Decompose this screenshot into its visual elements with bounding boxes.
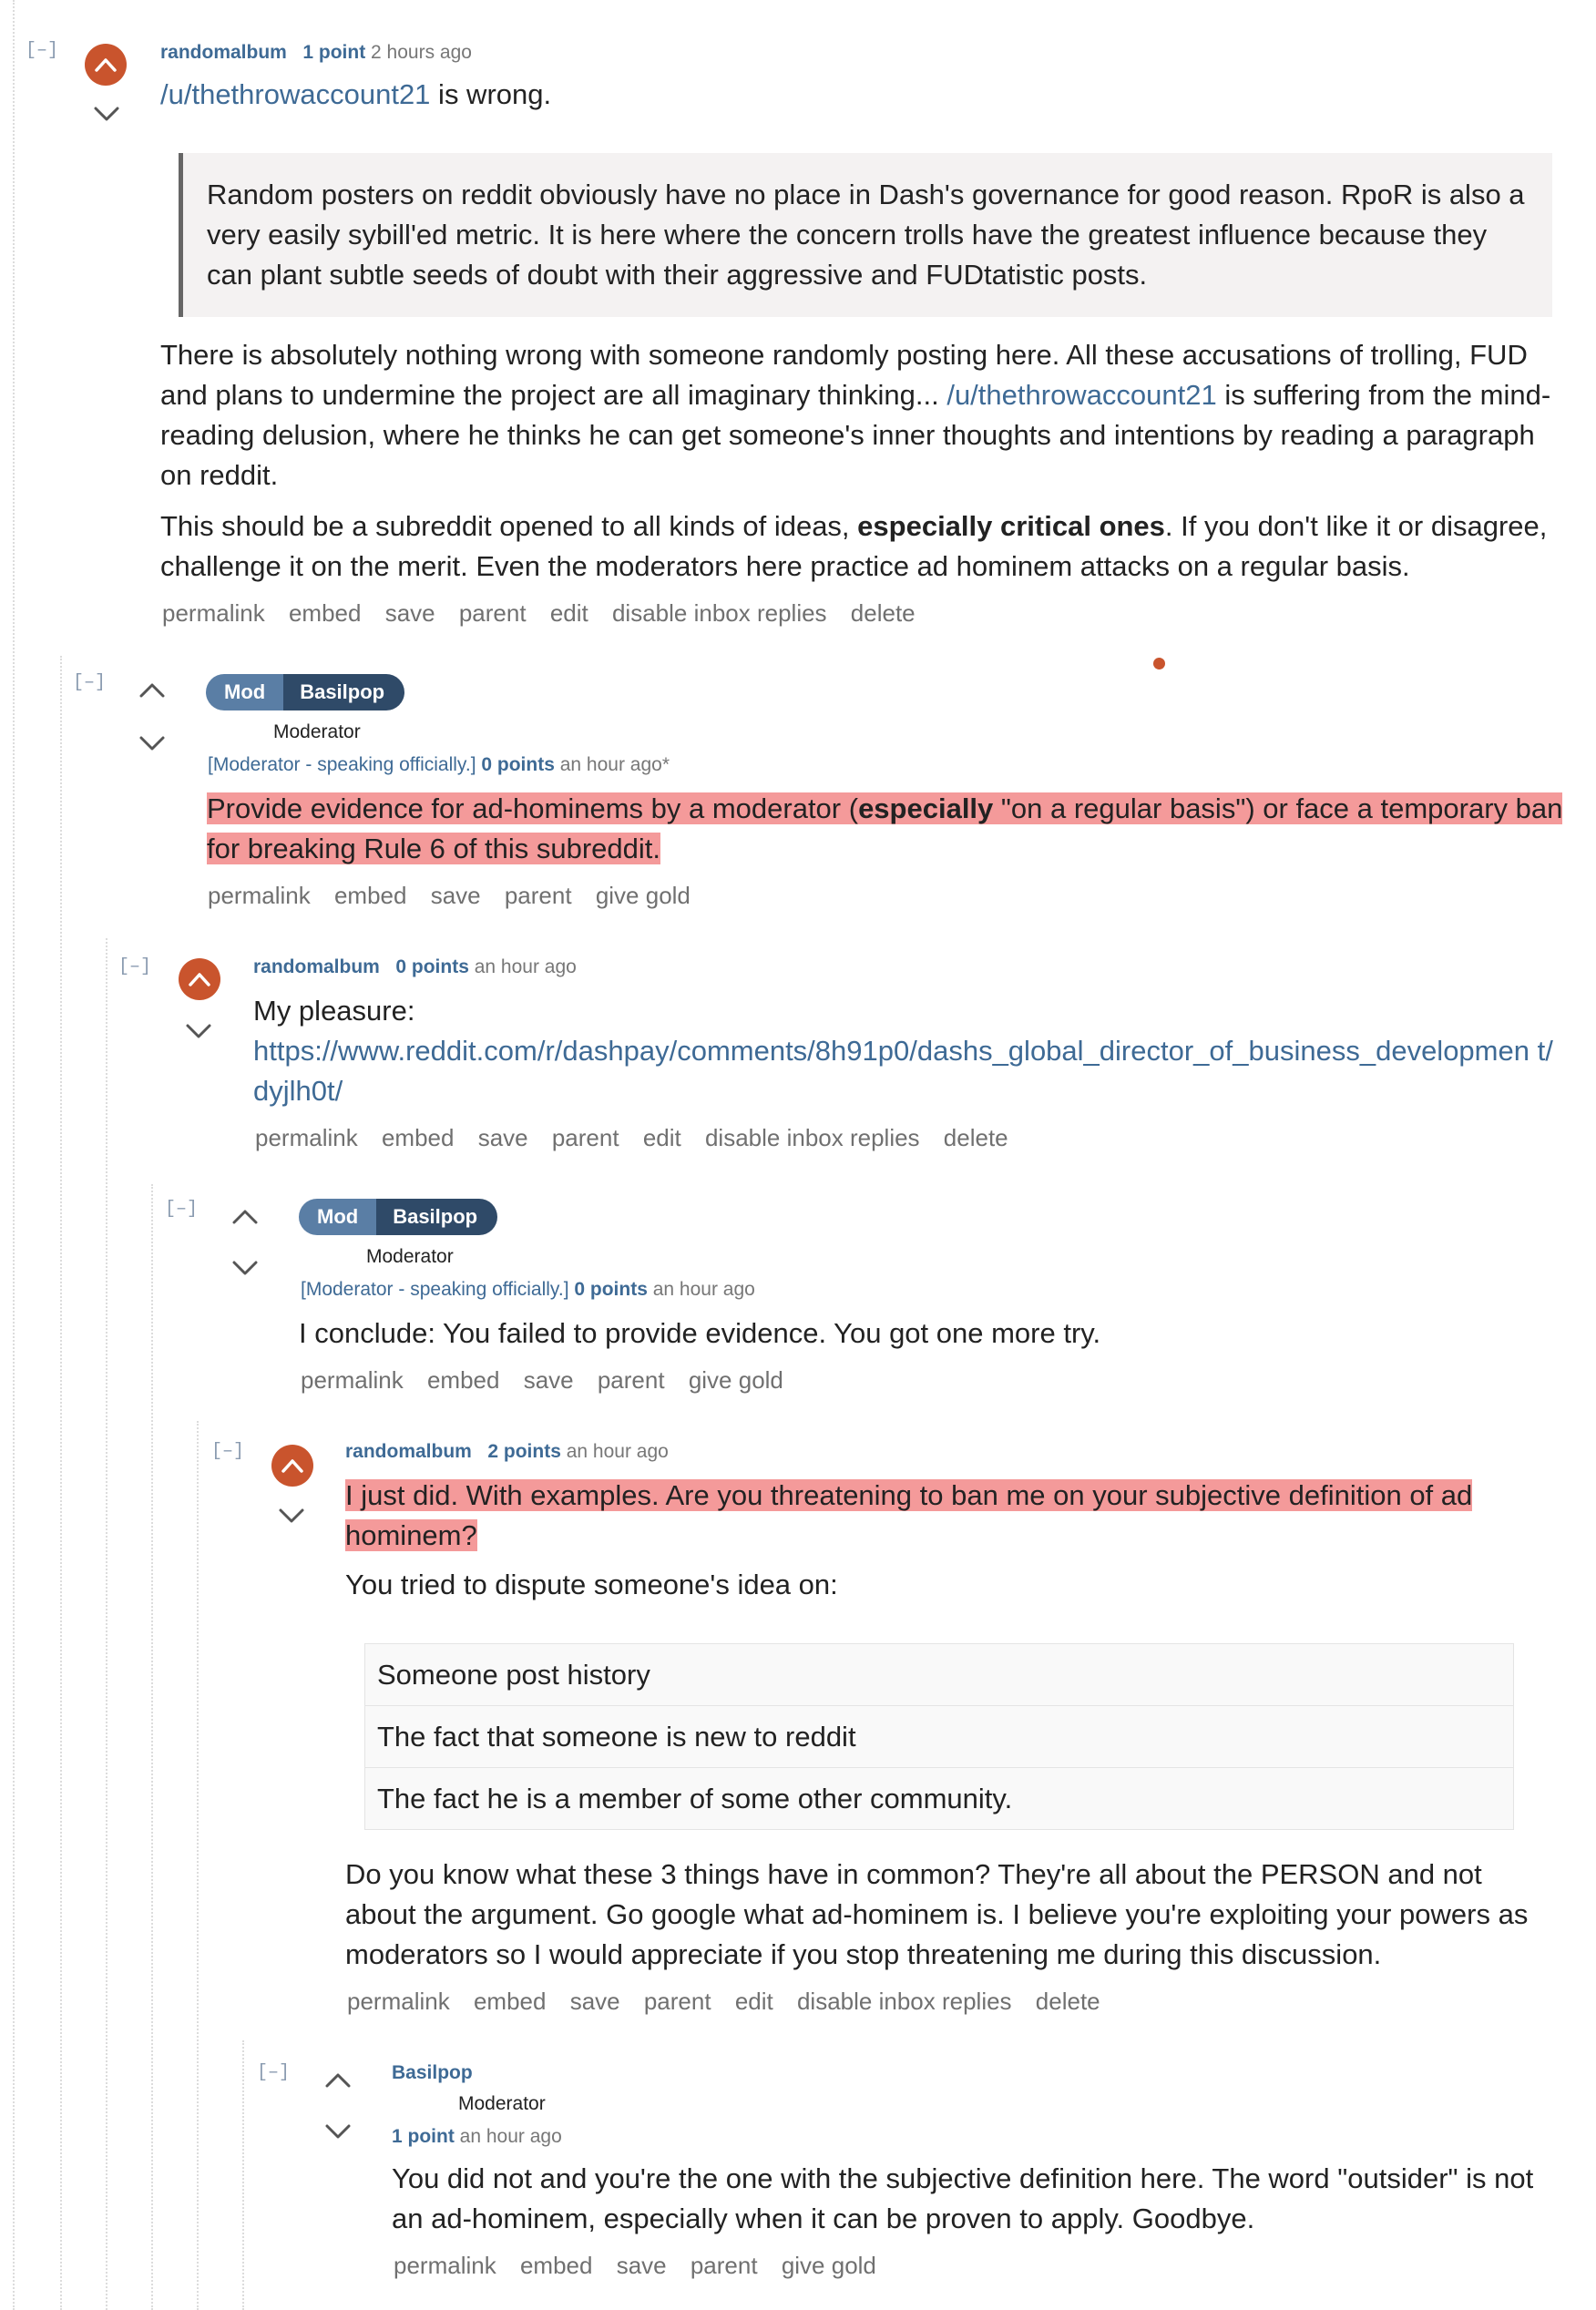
comment-body: This should be a subreddit opened to all kinds of ideas, especially critical ones. If you don't like it or disagree, challenge it on the merit. Even the moderators here practice ad hominem attacks on a regular basis. — [160, 510, 1548, 582]
collapse-toggle[interactable]: [–] — [257, 2062, 291, 2083]
comment-tagline — [208, 754, 670, 776]
list-item: The fact he is a member of some other community. — [365, 1768, 1513, 1829]
user-flair: Moderator — [366, 1246, 454, 1267]
thread-guide — [197, 1421, 199, 2310]
blockquote: Random posters on reddit obviously have no place in Dash's governance for good reason. RpoR is also a very easily sybill'ed metric. It is here where the concern trolls have the greatest influence because they can plant subtle seeds of doubt with their aggressive and FUDtatistic posts. — [179, 153, 1552, 317]
save-link[interactable]: save — [523, 1366, 574, 1394]
user-flair: Moderator — [273, 721, 361, 742]
downvote-arrow-icon[interactable] — [185, 1022, 212, 1040]
comment-time[interactable]: an hour ago — [652, 1279, 755, 1300]
upvote-arrow-icon[interactable] — [85, 44, 127, 86]
parent-link[interactable]: parent — [643, 1988, 711, 2015]
mod-label: Mod — [206, 674, 283, 710]
comment-time[interactable]: 2 hours ago — [371, 42, 472, 63]
comment-score: 1 point — [392, 2126, 455, 2147]
save-link[interactable]: save — [569, 1988, 620, 2015]
comment-author[interactable]: Basilpop — [392, 2062, 473, 2083]
comment-author[interactable]: randomalbum — [253, 956, 380, 977]
parent-link[interactable]: parent — [690, 2252, 758, 2279]
mod-badge[interactable] — [206, 674, 404, 710]
list-item: Someone post history — [365, 1644, 1513, 1706]
upvote-arrow-icon[interactable] — [271, 1445, 313, 1487]
permalink-link[interactable]: permalink — [347, 1988, 450, 2015]
collapse-toggle[interactable]: [–] — [118, 956, 152, 977]
collapse-toggle[interactable]: [–] — [165, 1199, 199, 1220]
comment-time[interactable]: an hour ago — [459, 2126, 562, 2147]
embed-link[interactable]: embed — [473, 1988, 547, 2015]
comment-tagline — [392, 2126, 562, 2148]
comment-tagline — [160, 42, 472, 64]
comment-actions — [301, 1366, 801, 1395]
comment-body: Provide evidence for ad-hominems by a moderator (especially "on a regular basis") or face a temporary ban for breaking Rule 6 of this subreddit. — [207, 792, 1563, 864]
disable-inbox-replies-link[interactable]: disable inbox replies — [611, 599, 827, 627]
comment-author[interactable]: randomalbum — [345, 1441, 472, 1462]
embed-link[interactable]: embed — [288, 599, 362, 627]
delete-link[interactable]: delete — [943, 1124, 1008, 1151]
comment-score: 0 points — [481, 754, 555, 775]
thread-guide — [151, 1184, 153, 2310]
save-link[interactable]: save — [430, 882, 481, 909]
comment-tagline — [345, 1441, 669, 1463]
comment-body: /u/thethrowaccount21 is wrong. — [160, 78, 552, 110]
embed-link[interactable]: embed — [381, 1124, 455, 1151]
downvote-arrow-icon[interactable] — [324, 2122, 352, 2141]
disable-inbox-replies-link[interactable]: disable inbox replies — [796, 1988, 1012, 2015]
collapse-toggle[interactable]: [–] — [211, 1441, 245, 1462]
comment-author[interactable]: randomalbum — [160, 42, 287, 63]
downvote-arrow-icon[interactable] — [278, 1507, 305, 1525]
mod-label: Mod — [299, 1199, 376, 1235]
comment-body: Do you know what these 3 things have in common? They're all about the PERSON and not about the argument. Go google what ad-hominem is. I believe you're exploiting your powers as moderators so I would appreciate if you stop threatening me during this discussion. — [345, 1858, 1529, 1970]
comment-score: 0 points — [574, 1279, 648, 1300]
collapse-toggle[interactable]: [–] — [73, 672, 107, 693]
comment-tagline — [301, 1279, 755, 1301]
permalink-url[interactable]: https://www.reddit.com/r/dashpay/comments/8h91p0/dashs_global_director_of_business_developmen t/dyjlh0t/ — [253, 1035, 1553, 1107]
comment-body: My pleasure: https://www.reddit.com/r/dashpay/comments/8h91p0/dashs_global_director_of_business_developmen t/dyjlh0t/ — [253, 995, 1553, 1107]
collapse-toggle[interactable]: [–] — [26, 40, 59, 61]
parent-link[interactable]: parent — [504, 882, 572, 909]
downvote-arrow-icon[interactable] — [138, 734, 166, 752]
save-link[interactable]: save — [616, 2252, 667, 2279]
user-mention-link[interactable]: /u/thethrowaccount21 — [946, 379, 1217, 411]
comment-actions — [162, 599, 933, 628]
mod-disclaimer: [Moderator - speaking officially.] — [208, 754, 476, 775]
comment-score: 1 point — [302, 42, 366, 63]
user-mention-link[interactable]: /u/thethrowaccount21 — [160, 78, 431, 110]
example-list — [364, 1643, 1514, 1830]
comment-author[interactable]: Basilpop — [283, 674, 404, 710]
notification-dot — [1153, 658, 1165, 669]
comment-body: I conclude: You failed to provide evidence. You got one more try. — [299, 1317, 1101, 1349]
delete-link[interactable]: delete — [850, 599, 916, 627]
embed-link[interactable]: embed — [519, 2252, 593, 2279]
thread-guide — [13, 0, 15, 2310]
edit-link[interactable]: edit — [549, 599, 588, 627]
upvote-arrow-icon[interactable] — [138, 681, 166, 700]
permalink-link[interactable]: permalink — [394, 2252, 496, 2279]
parent-link[interactable]: parent — [597, 1366, 665, 1394]
thread-guide — [60, 656, 62, 2310]
embed-link[interactable]: embed — [426, 1366, 500, 1394]
save-link[interactable]: save — [384, 599, 435, 627]
downvote-arrow-icon[interactable] — [93, 105, 120, 123]
permalink-link[interactable]: permalink — [301, 1366, 404, 1394]
comment-time[interactable]: an hour ago* — [559, 754, 670, 775]
permalink-link[interactable]: permalink — [255, 1124, 358, 1151]
comment-body: You did not and you're the one with the subjective definition here. The word "outsider" is not an ad-hominem, especially when it can be proven to apply. Goodbye. — [392, 2162, 1534, 2234]
comment-actions — [255, 1124, 1026, 1152]
parent-link[interactable]: parent — [458, 599, 527, 627]
upvote-arrow-icon[interactable] — [231, 1208, 259, 1226]
comment-score: 0 points — [395, 956, 469, 977]
comment-tagline — [392, 2062, 473, 2084]
downvote-arrow-icon[interactable] — [231, 1259, 259, 1277]
list-item: The fact that someone is new to reddit — [365, 1706, 1513, 1768]
comment-tagline — [253, 956, 577, 978]
thread-guide — [242, 2040, 244, 2310]
give-gold-link[interactable]: give gold — [688, 1366, 783, 1394]
user-flair: Moderator — [458, 2093, 546, 2114]
comment-author[interactable]: Basilpop — [376, 1199, 497, 1235]
mod-disclaimer: [Moderator - speaking officially.] — [301, 1279, 569, 1300]
comment-actions — [394, 2252, 894, 2280]
comment-actions — [208, 882, 708, 910]
give-gold-link[interactable]: give gold — [781, 2252, 876, 2279]
disable-inbox-replies-link[interactable]: disable inbox replies — [704, 1124, 920, 1151]
parent-link[interactable]: parent — [551, 1124, 619, 1151]
permalink-link[interactable]: permalink — [208, 882, 311, 909]
embed-link[interactable]: embed — [333, 882, 407, 909]
comment-body: There is absolutely nothing wrong with someone randomly posting here. All these accusations of trolling, FUD and plans to undermine the project are all imaginary thinking... /u/thethrowaccount21 is suffering from the mind-reading delusion, where he thinks he can get someone's inner thoughts and intentions by reading a paragraph on reddit. — [160, 339, 1551, 491]
comment-body: You tried to dispute someone's idea on: — [345, 1569, 838, 1600]
save-link[interactable]: save — [477, 1124, 528, 1151]
edit-link[interactable]: edit — [642, 1124, 681, 1151]
comment-time[interactable]: an hour ago — [566, 1441, 669, 1462]
mod-badge[interactable] — [299, 1199, 497, 1235]
comment-actions — [347, 1988, 1118, 2016]
permalink-link[interactable]: permalink — [162, 599, 265, 627]
thread-guide — [106, 938, 107, 2310]
upvote-arrow-icon[interactable] — [179, 958, 220, 1000]
comment-body: I just did. With examples. Are you threatening to ban me on your subjective definition of ad hominem? — [345, 1479, 1473, 1551]
delete-link[interactable]: delete — [1035, 1988, 1100, 2015]
edit-link[interactable]: edit — [734, 1988, 773, 2015]
give-gold-link[interactable]: give gold — [595, 882, 691, 909]
comment-score: 2 points — [487, 1441, 561, 1462]
upvote-arrow-icon[interactable] — [324, 2071, 352, 2090]
comment-time[interactable]: an hour ago — [474, 956, 577, 977]
